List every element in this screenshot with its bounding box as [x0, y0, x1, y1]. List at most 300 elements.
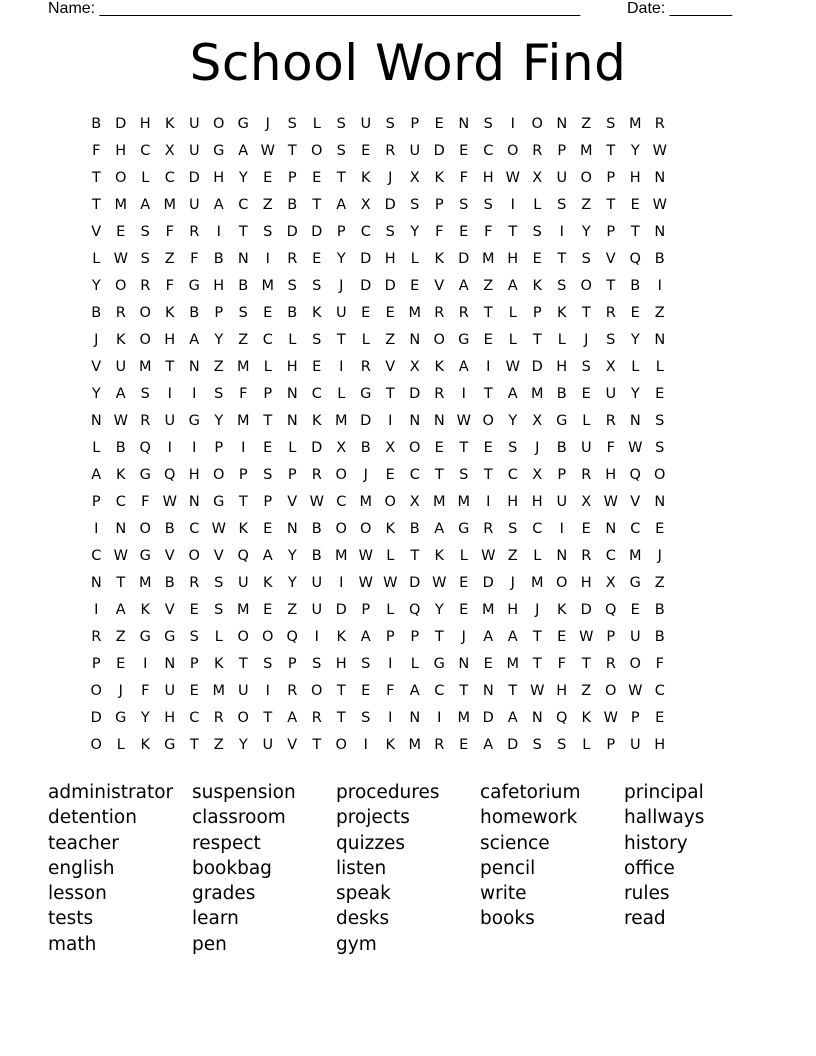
- grid-letter: R: [189, 224, 200, 240]
- word-list-item: english: [48, 857, 115, 879]
- grid-letter: E: [116, 224, 126, 240]
- grid-letter: N: [654, 494, 666, 510]
- grid-letter: S: [140, 224, 150, 240]
- grid-letter: U: [556, 494, 568, 510]
- grid-letter: Y: [508, 413, 518, 429]
- grid-letter: C: [360, 224, 371, 240]
- grid-letter: W: [652, 197, 667, 213]
- grid-letter: Y: [287, 575, 297, 591]
- grid-letter: L: [361, 332, 370, 348]
- grid-letter: O: [556, 575, 568, 591]
- grid-letter: W: [603, 494, 618, 510]
- grid-letter: I: [437, 710, 442, 726]
- grid-letter: P: [91, 494, 101, 510]
- grid-letter: J: [461, 629, 466, 645]
- grid-letter: G: [213, 143, 225, 159]
- grid-letter: S: [508, 440, 518, 456]
- grid-letter: F: [141, 494, 150, 510]
- grid-letter: Y: [214, 413, 224, 429]
- grid-letter: Z: [238, 332, 249, 348]
- grid-letter: I: [461, 386, 466, 402]
- grid-letter: F: [165, 224, 174, 240]
- grid-letter: P: [606, 224, 616, 240]
- grid-letter: E: [361, 683, 371, 699]
- grid-letter: Y: [287, 548, 297, 564]
- grid-letter: L: [288, 332, 297, 348]
- grid-letter: A: [238, 143, 249, 159]
- grid-row: [84, 651, 734, 678]
- grid-letter: U: [164, 683, 176, 699]
- word-list: [48, 780, 768, 957]
- grid-letter: Z: [581, 116, 592, 132]
- word-list-item: history: [624, 832, 688, 854]
- grid-letter: O: [360, 521, 372, 537]
- grid-row: [84, 273, 734, 300]
- grid-letter: T: [312, 197, 322, 213]
- grid-letter: R: [287, 251, 298, 267]
- grid-letter: E: [630, 305, 640, 321]
- grid-letter: T: [238, 656, 248, 672]
- grid-letter: C: [164, 170, 175, 186]
- grid-letter: U: [629, 629, 641, 645]
- grid-letter: B: [654, 629, 665, 645]
- grid-letter: Y: [336, 251, 346, 267]
- grid-letter: S: [263, 224, 273, 240]
- grid-letter: T: [532, 656, 542, 672]
- word-list-item: quizzes: [336, 832, 406, 854]
- word-list-item: homework: [480, 807, 578, 829]
- grid-row: [84, 678, 734, 705]
- grid-letter: N: [188, 494, 200, 510]
- grid-letter: H: [139, 116, 151, 132]
- grid-letter: I: [657, 278, 662, 294]
- grid-letter: T: [459, 440, 469, 456]
- grid-letter: P: [361, 602, 371, 618]
- grid-letter: S: [557, 197, 567, 213]
- grid-letter: B: [409, 521, 420, 537]
- grid-letter: R: [458, 305, 469, 321]
- grid-letter: H: [213, 170, 225, 186]
- word-list-item: respect: [192, 832, 261, 854]
- grid-row: [84, 705, 734, 732]
- grid-letter: Y: [410, 224, 420, 240]
- grid-letter: D: [360, 413, 372, 429]
- grid-letter: M: [432, 494, 446, 510]
- grid-letter: X: [336, 440, 347, 456]
- grid-letter: G: [188, 278, 200, 294]
- grid-letter: O: [409, 440, 421, 456]
- word-list-item: hallways: [624, 807, 705, 829]
- grid-letter: P: [189, 656, 199, 672]
- grid-letter: L: [410, 656, 419, 672]
- grid-letter: F: [141, 683, 150, 699]
- grid-letter: S: [532, 224, 542, 240]
- grid-letter: C: [605, 548, 616, 564]
- grid-letter: W: [113, 548, 128, 564]
- grid-letter: I: [510, 116, 515, 132]
- grid-letter: M: [628, 548, 642, 564]
- word-list-item: cafetorium: [480, 782, 581, 803]
- grid-letter: T: [238, 494, 248, 510]
- grid-letter: Z: [483, 278, 494, 294]
- grid-letter: O: [654, 467, 666, 483]
- grid-letter: Y: [238, 737, 248, 753]
- grid-letter: L: [533, 548, 542, 564]
- grid-letter: D: [335, 602, 347, 618]
- grid-letter: X: [605, 359, 616, 375]
- grid-letter: O: [213, 116, 225, 132]
- grid-letter: S: [508, 521, 518, 537]
- grid-letter: M: [457, 710, 470, 726]
- grid-letter: U: [188, 143, 200, 159]
- grid-letter: Y: [140, 710, 150, 726]
- grid-letter: O: [237, 629, 249, 645]
- grid-letter: R: [581, 548, 592, 564]
- grid-letter: K: [311, 305, 322, 321]
- grid-letter: A: [483, 737, 494, 753]
- grid-letter: I: [559, 224, 564, 240]
- grid-letter: R: [434, 737, 445, 753]
- grid-letter: T: [581, 305, 591, 321]
- grid-letter: G: [458, 521, 470, 537]
- grid-row: [84, 462, 734, 489]
- grid-letter: P: [287, 467, 297, 483]
- grid-letter: J: [584, 332, 589, 348]
- grid-letter: T: [263, 710, 273, 726]
- grid-letter: T: [410, 548, 420, 564]
- grid-letter: R: [434, 386, 445, 402]
- grid-letter: R: [287, 683, 298, 699]
- grid-letter: K: [115, 332, 126, 348]
- grid-letter: J: [339, 278, 344, 294]
- grid-letter: A: [507, 386, 518, 402]
- grid-row: [84, 327, 734, 354]
- grid-letter: J: [388, 170, 393, 186]
- grid-letter: Z: [581, 683, 592, 699]
- grid-letter: P: [410, 629, 420, 645]
- grid-letter: V: [605, 251, 616, 267]
- grid-letter: M: [334, 413, 348, 429]
- grid-letter: M: [236, 413, 250, 429]
- grid-letter: T: [483, 467, 493, 483]
- grid-row: [84, 516, 734, 543]
- grid-letter: E: [263, 305, 273, 321]
- grid-letter: N: [409, 413, 421, 429]
- grid-letter: R: [311, 710, 322, 726]
- word-list-item: speak: [336, 883, 391, 905]
- grid-letter: D: [507, 737, 519, 753]
- grid-letter: L: [141, 170, 150, 186]
- grid-letter: C: [654, 683, 665, 699]
- grid-letter: O: [188, 548, 200, 564]
- grid-letter: P: [606, 737, 616, 753]
- grid-letter: X: [532, 170, 543, 186]
- grid-letter: W: [579, 629, 594, 645]
- grid-letter: K: [311, 413, 322, 429]
- grid-letter: V: [213, 548, 224, 564]
- grid-row: [84, 381, 734, 408]
- grid-letter: R: [189, 575, 200, 591]
- grid-letter: W: [162, 494, 177, 510]
- grid-letter: E: [581, 386, 591, 402]
- grid-letter: S: [385, 224, 395, 240]
- grid-letter: T: [116, 575, 126, 591]
- word-list-item: pen: [192, 933, 227, 955]
- grid-letter: B: [311, 521, 322, 537]
- word-list-item: math: [48, 933, 97, 955]
- grid-letter: D: [458, 251, 470, 267]
- grid-letter: P: [557, 467, 567, 483]
- grid-letter: C: [262, 332, 273, 348]
- grid-letter: S: [336, 143, 346, 159]
- word-search-grid: [84, 111, 734, 759]
- grid-letter: G: [188, 413, 200, 429]
- grid-letter: E: [263, 602, 273, 618]
- grid-letter: F: [386, 683, 395, 699]
- grid-letter: X: [409, 170, 420, 186]
- grid-letter: E: [655, 521, 665, 537]
- grid-letter: B: [556, 386, 567, 402]
- grid-letter: H: [507, 602, 519, 618]
- grid-letter: E: [655, 710, 665, 726]
- grid-letter: Z: [262, 197, 273, 213]
- grid-letter: F: [239, 386, 248, 402]
- grid-letter: E: [263, 170, 273, 186]
- grid-letter: C: [630, 521, 641, 537]
- grid-letter: C: [532, 521, 543, 537]
- grid-letter: U: [164, 413, 176, 429]
- grid-letter: S: [336, 116, 346, 132]
- grid-letter: C: [483, 143, 494, 159]
- grid-letter: E: [483, 656, 493, 672]
- grid-letter: L: [533, 197, 542, 213]
- grid-letter: P: [214, 440, 224, 456]
- grid-letter: I: [388, 656, 393, 672]
- grid-letter: N: [556, 548, 568, 564]
- grid-letter: L: [312, 116, 321, 132]
- grid-letter: Z: [581, 197, 592, 213]
- grid-letter: J: [535, 602, 540, 618]
- grid-letter: L: [92, 251, 101, 267]
- grid-row: [84, 543, 734, 570]
- grid-letter: O: [580, 170, 592, 186]
- grid-letter: X: [532, 467, 543, 483]
- grid-letter: C: [91, 548, 102, 564]
- grid-letter: B: [164, 575, 175, 591]
- grid-letter: X: [360, 197, 371, 213]
- grid-letter: W: [113, 251, 128, 267]
- grid-letter: I: [192, 440, 197, 456]
- grid-letter: C: [409, 467, 420, 483]
- grid-letter: O: [139, 521, 151, 537]
- grid-letter: N: [409, 332, 421, 348]
- grid-letter: T: [508, 683, 518, 699]
- grid-letter: N: [115, 521, 127, 537]
- word-list-item: tests: [48, 908, 94, 930]
- grid-letter: R: [360, 359, 371, 375]
- grid-letter: O: [115, 278, 127, 294]
- grid-letter: D: [311, 440, 323, 456]
- grid-letter: W: [530, 683, 545, 699]
- grid-letter: S: [606, 116, 616, 132]
- grid-letter: A: [115, 602, 126, 618]
- grid-letter: S: [214, 602, 224, 618]
- grid-letter: N: [629, 413, 641, 429]
- grid-letter: X: [605, 575, 616, 591]
- grid-letter: H: [507, 251, 519, 267]
- grid-letter: O: [433, 332, 445, 348]
- grid-letter: H: [213, 278, 225, 294]
- grid-letter: K: [115, 467, 126, 483]
- word-list-item: office: [624, 857, 675, 879]
- grid-letter: R: [532, 143, 543, 159]
- grid-row: [84, 300, 734, 327]
- word-list-item: read: [624, 908, 666, 930]
- grid-letter: H: [286, 359, 298, 375]
- grid-letter: O: [213, 467, 225, 483]
- grid-letter: A: [115, 386, 126, 402]
- grid-letter: B: [238, 278, 249, 294]
- grid-letter: D: [580, 602, 592, 618]
- grid-letter: E: [483, 440, 493, 456]
- grid-letter: R: [385, 143, 396, 159]
- grid-letter: K: [140, 737, 150, 753]
- grid-letter: H: [164, 332, 176, 348]
- grid-letter: L: [386, 548, 395, 564]
- grid-letter: H: [580, 575, 592, 591]
- grid-letter: I: [559, 521, 564, 537]
- grid-letter: Z: [115, 629, 126, 645]
- word-list-item: teacher: [48, 832, 119, 854]
- grid-letter: E: [655, 386, 665, 402]
- grid-letter: R: [91, 629, 102, 645]
- grid-letter: N: [433, 413, 445, 429]
- grid-letter: G: [237, 116, 249, 132]
- grid-letter: T: [336, 332, 346, 348]
- grid-letter: F: [459, 170, 468, 186]
- grid-letter: S: [361, 656, 371, 672]
- grid-letter: O: [311, 683, 323, 699]
- grid-letter: C: [238, 197, 249, 213]
- word-list-item: lesson: [48, 883, 107, 905]
- grid-letter: V: [630, 494, 641, 510]
- grid-letter: O: [507, 143, 519, 159]
- grid-letter: R: [581, 467, 592, 483]
- word-list-item: administrator: [48, 782, 174, 803]
- grid-letter: N: [458, 656, 470, 672]
- grid-letter: E: [361, 305, 371, 321]
- word-list-item: suspension: [192, 782, 296, 803]
- grid-letter: Z: [507, 548, 518, 564]
- grid-letter: E: [459, 143, 469, 159]
- grid-letter: S: [238, 305, 248, 321]
- grid-letter: S: [312, 332, 322, 348]
- grid-letter: O: [605, 683, 617, 699]
- grid-letter: N: [531, 710, 543, 726]
- grid-letter: O: [335, 467, 347, 483]
- grid-letter: K: [238, 521, 248, 537]
- grid-letter: U: [237, 575, 249, 591]
- word-list-item: write: [480, 883, 527, 905]
- grid-letter: N: [654, 332, 666, 348]
- grid-letter: S: [459, 197, 469, 213]
- grid-letter: B: [630, 278, 641, 294]
- grid-letter: S: [214, 386, 224, 402]
- grid-letter: H: [531, 494, 543, 510]
- grid-letter: Q: [409, 602, 421, 618]
- grid-letter: G: [139, 548, 151, 564]
- grid-letter: W: [432, 575, 447, 591]
- grid-letter: P: [238, 467, 248, 483]
- grid-letter: D: [90, 710, 102, 726]
- grid-letter: H: [654, 737, 666, 753]
- grid-letter: Q: [164, 467, 176, 483]
- grid-letter: B: [91, 305, 102, 321]
- grid-letter: N: [605, 521, 617, 537]
- grid-letter: O: [629, 656, 641, 672]
- grid-letter: D: [311, 224, 323, 240]
- grid-letter: Q: [629, 467, 641, 483]
- grid-letter: C: [336, 494, 347, 510]
- grid-letter: S: [287, 278, 297, 294]
- grid-row: [84, 489, 734, 516]
- grid-row: [84, 435, 734, 462]
- grid-letter: G: [164, 629, 176, 645]
- grid-letter: K: [434, 251, 444, 267]
- grid-letter: B: [115, 440, 126, 456]
- grid-row: [84, 732, 734, 759]
- grid-letter: W: [309, 494, 324, 510]
- grid-letter: U: [311, 602, 323, 618]
- grid-letter: F: [557, 656, 566, 672]
- word-list-item: bookbag: [192, 857, 272, 879]
- grid-row: [84, 408, 734, 435]
- grid-letter: S: [606, 332, 616, 348]
- grid-letter: F: [655, 656, 664, 672]
- grid-letter: Q: [286, 629, 298, 645]
- grid-letter: K: [336, 629, 346, 645]
- grid-letter: I: [388, 413, 393, 429]
- grid-letter: U: [262, 737, 274, 753]
- grid-letter: N: [237, 251, 249, 267]
- grid-letter: I: [510, 197, 515, 213]
- grid-letter: N: [90, 413, 102, 429]
- grid-letter: R: [115, 305, 126, 321]
- grid-letter: D: [360, 251, 372, 267]
- grid-letter: P: [630, 710, 640, 726]
- grid-letter: L: [557, 332, 566, 348]
- word-list-item: science: [480, 832, 550, 854]
- grid-letter: T: [434, 629, 444, 645]
- grid-letter: Z: [385, 332, 396, 348]
- grid-letter: V: [164, 548, 175, 564]
- grid-letter: V: [91, 224, 102, 240]
- grid-letter: L: [337, 386, 346, 402]
- grid-letter: A: [213, 197, 224, 213]
- grid-letter: M: [114, 197, 127, 213]
- grid-letter: P: [385, 629, 395, 645]
- grid-letter: M: [408, 305, 421, 321]
- grid-letter: H: [482, 170, 494, 186]
- grid-letter: X: [409, 494, 420, 510]
- grid-letter: O: [384, 494, 396, 510]
- grid-letter: E: [263, 521, 273, 537]
- grid-letter: B: [654, 251, 665, 267]
- grid-letter: S: [557, 737, 567, 753]
- grid-letter: O: [90, 737, 102, 753]
- grid-letter: I: [94, 521, 99, 537]
- grid-letter: H: [188, 467, 200, 483]
